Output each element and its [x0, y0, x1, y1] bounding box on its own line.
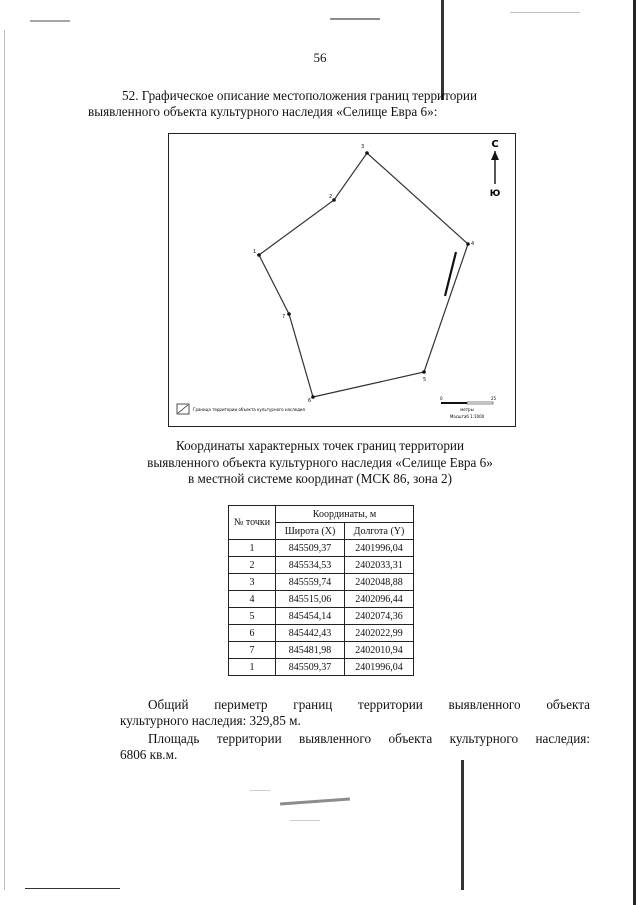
vertex-marker-1 [257, 253, 261, 257]
lat-cell: 845559,74 [276, 574, 345, 591]
vertex-label-3: 3 [361, 144, 365, 150]
legend-text: Граница территории объекта культурного наследия [193, 407, 305, 412]
vertex-marker-7 [287, 312, 291, 316]
area-paragraph [120, 731, 590, 763]
header-latitude: Широта (X) [276, 523, 345, 540]
map-legend [177, 404, 305, 414]
vertex-marker-2 [332, 198, 336, 202]
north-label: С [491, 139, 499, 150]
point-cell: 2 [229, 557, 276, 574]
coordinates-table [228, 505, 414, 676]
lat-cell: 845509,37 [276, 540, 345, 557]
scale-unit: метры [460, 407, 474, 412]
vertex-label-5: 5 [423, 377, 427, 383]
lon-cell: 2401996,04 [345, 540, 414, 557]
scan-artifact-stroke [445, 252, 456, 296]
table-row [229, 642, 414, 659]
point-cell: 1 [229, 540, 276, 557]
section-title-line1: Графическое описание местоположения границ территории [141, 88, 478, 103]
vertex-label-4: 4 [471, 241, 475, 247]
scan-underline-bottom [25, 888, 120, 889]
table-row [229, 574, 414, 591]
section-number: 52. [122, 88, 139, 103]
north-arrow [490, 139, 501, 199]
scale-ratio: Масштаб 1:1000 [449, 414, 485, 419]
table-row [229, 625, 414, 642]
caption-line3: в местной системе координат (МСК 86, зона 2) [188, 471, 452, 486]
vertex-marker-6 [311, 395, 315, 399]
point-cell: 7 [229, 642, 276, 659]
lat-cell: 845442,43 [276, 625, 345, 642]
vertex-label-6: 6 [308, 398, 312, 404]
scale-bar [440, 396, 497, 419]
lon-cell: 2402022,99 [345, 625, 414, 642]
lon-cell: 2401996,04 [345, 659, 414, 676]
lat-cell: 845509,37 [276, 659, 345, 676]
section-title-line2: выявленного объекта культурного наследия «Селище Евра 6»: [88, 104, 438, 119]
point-cell: 6 [229, 625, 276, 642]
perimeter-paragraph [120, 697, 590, 729]
table-caption [0, 438, 640, 488]
lon-cell: 2402074,36 [345, 608, 414, 625]
caption-line2: выявленного объекта культурного наследия «Селище Евра 6» [147, 454, 493, 470]
vertex-marker-3 [365, 151, 369, 155]
vertex-marker-4 [466, 242, 470, 246]
lon-cell: 2402033,31 [345, 557, 414, 574]
point-cell: 1 [229, 659, 276, 676]
lon-cell: 2402096,44 [345, 591, 414, 608]
vertex-label-2: 2 [329, 194, 333, 200]
point-cell: 4 [229, 591, 276, 608]
boundary-vertices [253, 144, 474, 404]
vertex-marker-5 [422, 370, 426, 374]
table-row [229, 659, 414, 676]
table-row [229, 540, 414, 557]
caption-line1: Координаты характерных точек границ территории [175, 438, 465, 453]
vertex-label-1: 1 [253, 249, 257, 255]
area-line2: 6806 кв.м. [120, 747, 178, 762]
territory-boundary [259, 153, 468, 397]
boundary-map-svg [169, 134, 515, 426]
perimeter-line1: Общий периметр границ территории выявленного объекта [148, 697, 590, 712]
scan-fold-line-lower [461, 760, 464, 890]
scale-end: 25 [491, 396, 497, 401]
south-label: Ю [489, 189, 501, 199]
header-point: № точки [229, 506, 276, 540]
header-longitude: Долгота (Y) [345, 523, 414, 540]
vertex-label-7: 7 [282, 314, 286, 320]
lon-cell: 2402048,88 [345, 574, 414, 591]
perimeter-line2: культурного наследия: 329,85 м. [120, 713, 301, 728]
table-row [229, 608, 414, 625]
header-coordinates: Координаты, м [276, 506, 414, 523]
table-header-row [229, 506, 414, 523]
table-row [229, 557, 414, 574]
lat-cell: 845454,14 [276, 608, 345, 625]
lat-cell: 845515,06 [276, 591, 345, 608]
table-row [229, 591, 414, 608]
lat-cell: 845481,98 [276, 642, 345, 659]
point-cell: 5 [229, 608, 276, 625]
point-cell: 3 [229, 574, 276, 591]
scale-start: 0 [440, 396, 443, 401]
page-number: 56 [313, 50, 327, 65]
section-heading [88, 88, 558, 120]
lat-cell: 845534,53 [276, 557, 345, 574]
area-line1: Площадь территории выявленного объекта культурного наследия: [148, 731, 590, 746]
lon-cell: 2402010,94 [345, 642, 414, 659]
boundary-map [168, 133, 516, 427]
